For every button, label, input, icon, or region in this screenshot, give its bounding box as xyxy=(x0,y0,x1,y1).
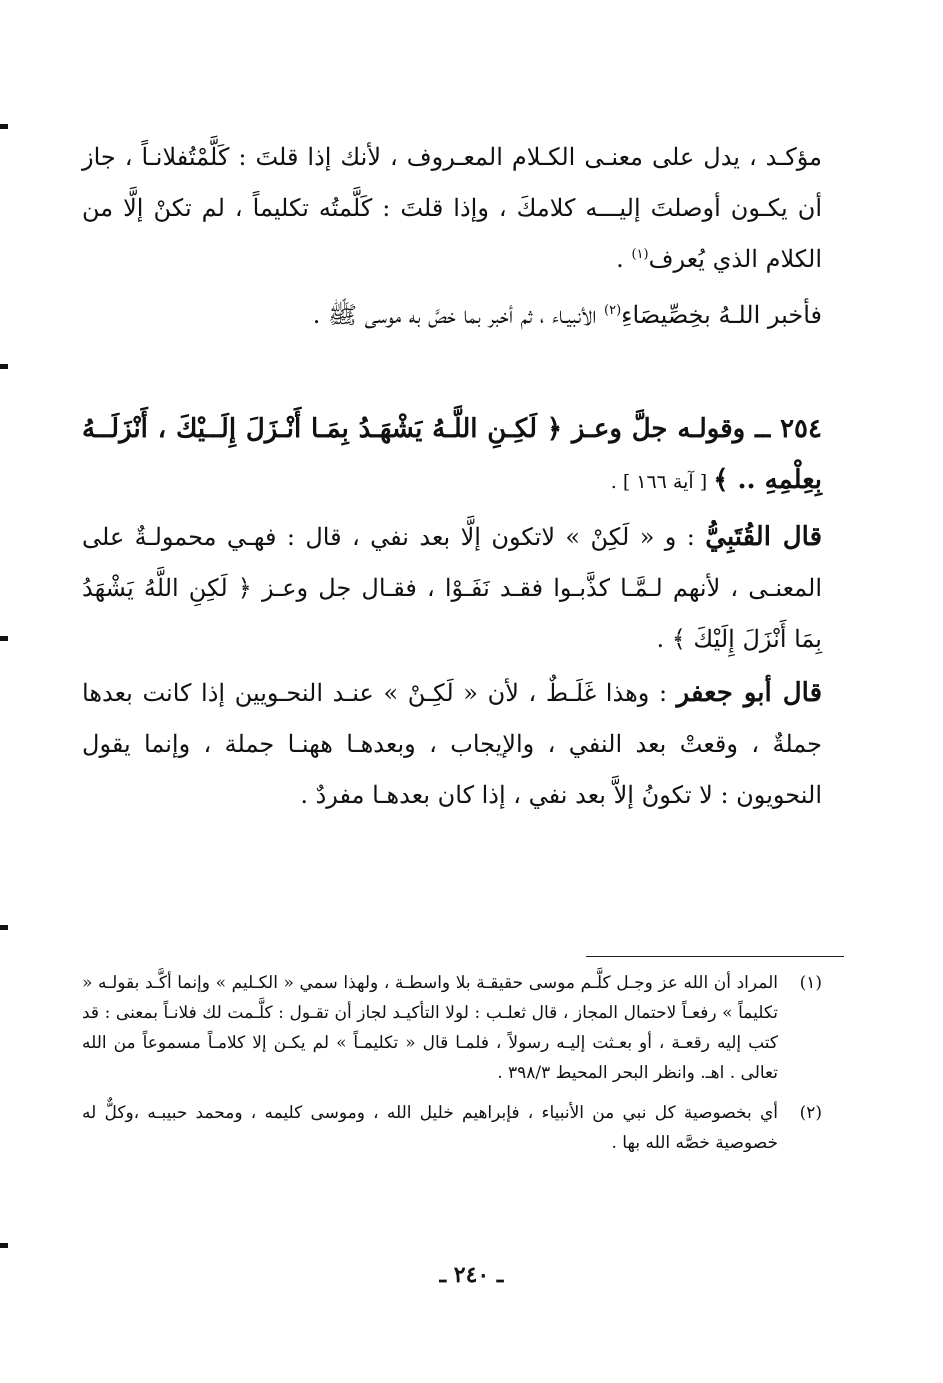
paragraph-1-end: . xyxy=(616,245,632,273)
footnote-2-text: أي بخصوصية كل نبي من الأنبياء ، فإبراهيم خليل الله ، وموسى كليمه ، ومحمد حبيبـه ،وكلٌّ له خصوصية خصَّه الله بها . xyxy=(82,1103,778,1153)
scan-edge-mark xyxy=(0,636,8,641)
footnote-2-number: (٢) xyxy=(799,1103,822,1123)
speaker-label-qutabi: قال القُتَبِيُّ xyxy=(705,522,823,552)
footnote-ref-2[interactable]: (٢) xyxy=(604,303,622,318)
paragraph-abu-jafar-text: : وهذا غَلَـطٌ ، لأن « لَكِـنْ » عنـد النحـويين إذا كانت بعدها جملةٌ ، وقعتْ بعد النفي ، والإيجاب ، وبعدهـا ههنـا جملة ، وإنما يقول النحويون : لا تكونُ إلاَّ بعد نفي ، إذا كان بعدهـا مفردٌ . xyxy=(82,679,822,809)
footnote-1-text: المراد أن الله عز وجـل كلَّـم موسى حقيقـة بلا واسطـة ، ولهذا سمي « الكـليم » وإنما أكَّـد بقولـه « تكليماً » رفعـاً لاحتمال المجاز ، قال ثعلـب : لولا التأكيـد لجاز أن تقـول : كلَّـمت لك فلانـاً بمعنى : قد كتب إليه رقعـة ، أو بعـثت إليـه رسولاً ، فلمـا قال « تكليمـاً » لم يكـن إلا كلامـاً مسموعاً من الله تعالى . اهـ. وانظر البحر المحيط ٣٩٨/٣ . xyxy=(82,973,778,1083)
speaker-label-abu-jafar: قال أبو جعفر xyxy=(676,678,822,708)
verse-reference: [ آية ١٦٦ ] . xyxy=(610,471,714,493)
footnotes xyxy=(82,968,822,1168)
paragraph-1 xyxy=(82,132,822,285)
page-number: ـ ٢٤٠ ـ xyxy=(439,1262,504,1288)
verse-heading-text: ٢٥٤ ــ وقولـه جلَّ وعـز ﴿ لَكِـنِ اللَّـهُ يَشْهَـدُ بِمَـا أَنْـزَلَ إِلَــيْكَ ، أَنْزَلَــهُ بِعِلْمِهِ .. ﴾ xyxy=(82,414,822,495)
paragraph-qutabi-text: : و « لَكِنْ » لاتكون إلَّا بعد نفي ، قال : فهـي محمولـةٌ على المعنـى ، لأنهم لـمَّـا كذَّبـوا فقـد نَفَـوْا ، فقـال جل وعـز ﴿ لَكِنِ اللَّهُ يَشْهَدُ بِمَا أَنْزَلَ إِلَيْكَ ﴾ . xyxy=(82,523,822,653)
scan-edge-mark xyxy=(0,124,8,129)
paragraph-2 xyxy=(82,290,822,341)
paragraph-2-text-b: الأنبيـاء ، ثم أخبر بما خصَّ به موسى ﷺ . xyxy=(312,301,605,329)
footnote-2 xyxy=(82,1098,822,1158)
footnote-divider xyxy=(586,956,844,957)
verse-heading-254 xyxy=(82,404,822,508)
scan-edge-mark xyxy=(0,1243,8,1248)
paragraph-abu-jafar xyxy=(82,668,822,821)
scan-edge-mark xyxy=(0,364,8,369)
footnote-1 xyxy=(82,968,822,1088)
paragraph-qutabi xyxy=(82,512,822,665)
paragraph-2-text-a: فأخبر اللـهُ بخِصِّيصَاءِ xyxy=(621,301,822,329)
footnote-1-number: (١) xyxy=(799,973,822,993)
scan-edge-mark xyxy=(0,925,8,930)
paragraph-1-text: مؤكـد ، يدل على معنـى الكـلام المعـروف ، لأنك إذا قلتَ : كَلَّمْتُفلانـاً ، جاز أن يكـون أوصلتَ إليـــه كلامكَ ، وإذا قلتَ : كَلَّمتُه تكليماً ، لم تكنْ إلَّا من الكلام الذي يُعرف xyxy=(82,143,822,273)
footnote-ref-1[interactable]: (١) xyxy=(631,247,649,262)
